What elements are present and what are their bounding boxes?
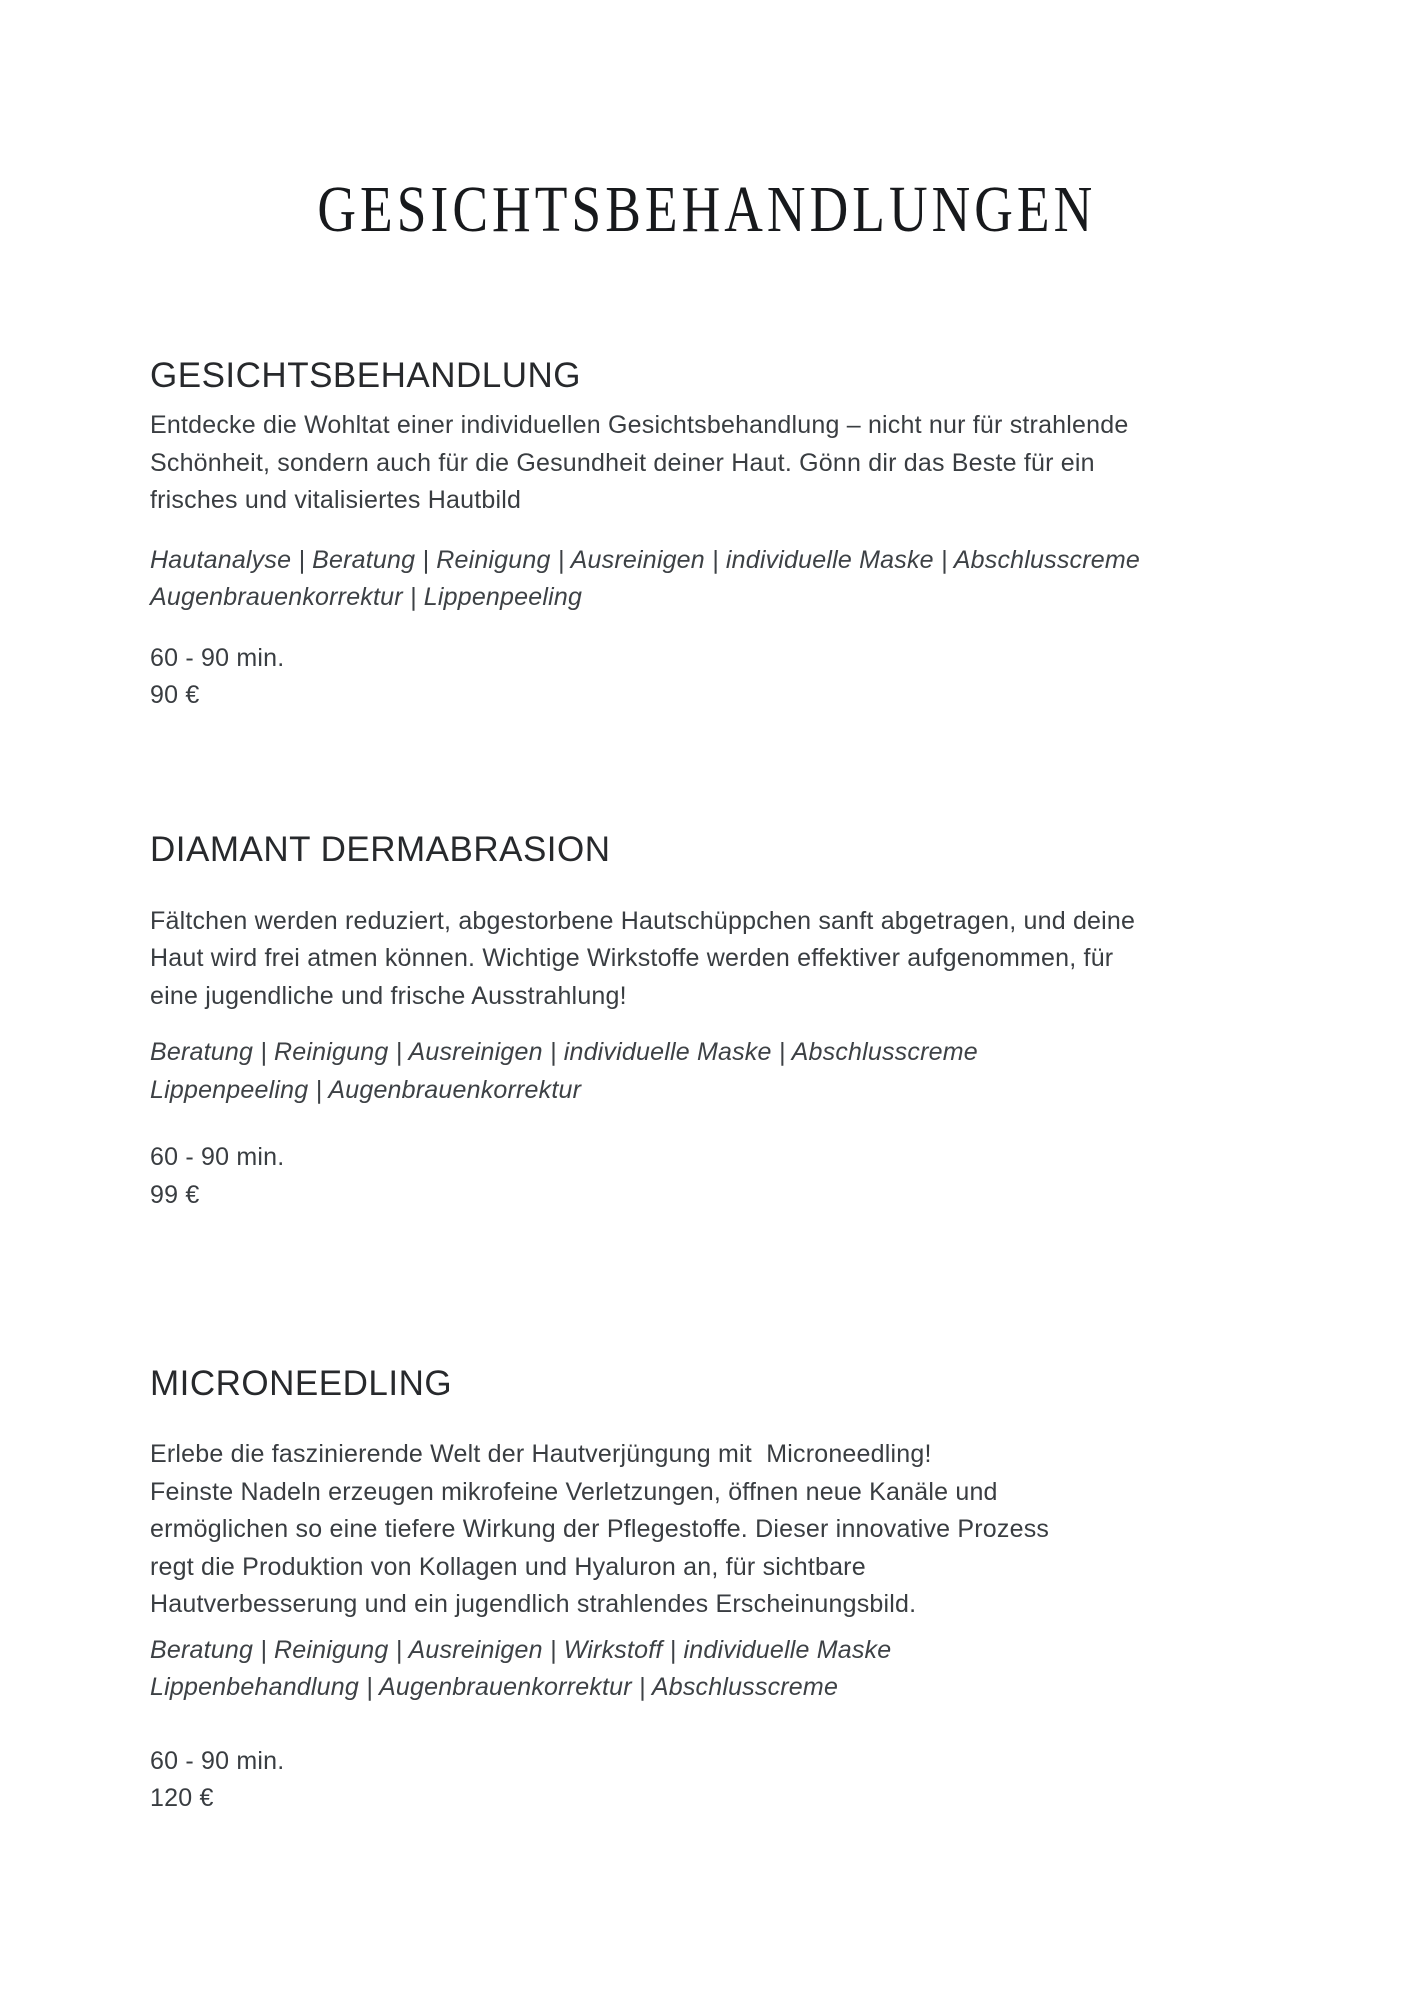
treatment-section-gesichtsbehandlung bbox=[150, 355, 1263, 715]
price-text: 90 € bbox=[150, 681, 200, 709]
description-line: Hautverbesserung und ein jugendlich strahlendes Erscheinungsbild. bbox=[150, 1590, 917, 1618]
description-line: eine jugendliche und frische Ausstrahlung! bbox=[150, 981, 627, 1010]
duration-price-block bbox=[150, 1139, 1263, 1214]
service-line: Beratung | Reinigung | Ausreinigen | individuelle Maske | Abschlusscreme bbox=[150, 1038, 978, 1066]
description-line: regt die Produktion von Kollagen und Hyaluron an, für sichtbare bbox=[150, 1552, 866, 1581]
included-services bbox=[150, 542, 1263, 617]
description-line: Haut wird frei atmen können. Wichtige Wirkstoffe werden effektiver aufgenommen, für bbox=[150, 944, 1114, 972]
treatment-description bbox=[150, 903, 1263, 1016]
service-line: Hautanalyse | Beratung | Reinigung | Ausreinigen | individuelle Maske | Abschlusscreme bbox=[150, 545, 1141, 574]
section-heading: GESICHTSBEHANDLUNG bbox=[150, 356, 582, 395]
duration-text: 60 - 90 min. bbox=[150, 643, 285, 672]
service-line: Beratung | Reinigung | Ausreinigen | Wirkstoff | individuelle Maske bbox=[150, 1635, 892, 1664]
treatment-description bbox=[150, 407, 1263, 520]
description-line: Entdecke die Wohltat einer individuellen Gesichtsbehandlung – nicht nur für strahlende bbox=[150, 411, 1129, 439]
included-services bbox=[150, 1632, 1263, 1707]
page-title: GESICHTSBEHANDLUNGEN bbox=[317, 173, 1096, 246]
treatment-section-microneedling bbox=[150, 1363, 1263, 1818]
duration-text: 60 - 90 min. bbox=[150, 1143, 285, 1171]
section-heading: DIAMANT DERMABRASION bbox=[150, 829, 611, 869]
description-line: Erlebe die faszinierende Welt der Hautverjüngung mit Microneedling! bbox=[150, 1440, 932, 1468]
price-text: 99 € bbox=[150, 1180, 200, 1209]
section-heading: MICRONEEDLING bbox=[150, 1364, 453, 1403]
service-line: Augenbrauenkorrektur | Lippenpeeling bbox=[150, 583, 583, 611]
description-line: ermöglichen so eine tiefere Wirkung der Pflegestoffe. Dieser innovative Prozess bbox=[150, 1515, 1050, 1543]
included-services bbox=[150, 1034, 1263, 1109]
description-line: Fältchen werden reduziert, abgestorbene Hautschüppchen sanft abgetragen, und deine bbox=[150, 906, 1136, 935]
duration-text: 60 - 90 min. bbox=[150, 1746, 285, 1775]
description-line: frisches und vitalisiertes Hautbild bbox=[150, 486, 522, 514]
price-text: 120 € bbox=[150, 1784, 214, 1812]
duration-price-block bbox=[150, 640, 1263, 715]
description-line: Feinste Nadeln erzeugen mikrofeine Verletzungen, öffnen neue Kanäle und bbox=[150, 1477, 998, 1506]
duration-price-block bbox=[150, 1743, 1263, 1818]
page-title-row bbox=[150, 173, 1263, 246]
description-line: Schönheit, sondern auch für die Gesundheit deiner Haut. Gönn dir das Beste für ein bbox=[150, 448, 1095, 477]
treatment-description bbox=[150, 1436, 1263, 1624]
treatment-section-diamant-dermabrasion bbox=[150, 829, 1263, 1215]
service-line: Lippenbehandlung | Augenbrauenkorrektur | Abschlusscreme bbox=[150, 1673, 839, 1701]
service-line: Lippenpeeling | Augenbrauenkorrektur bbox=[150, 1075, 582, 1104]
